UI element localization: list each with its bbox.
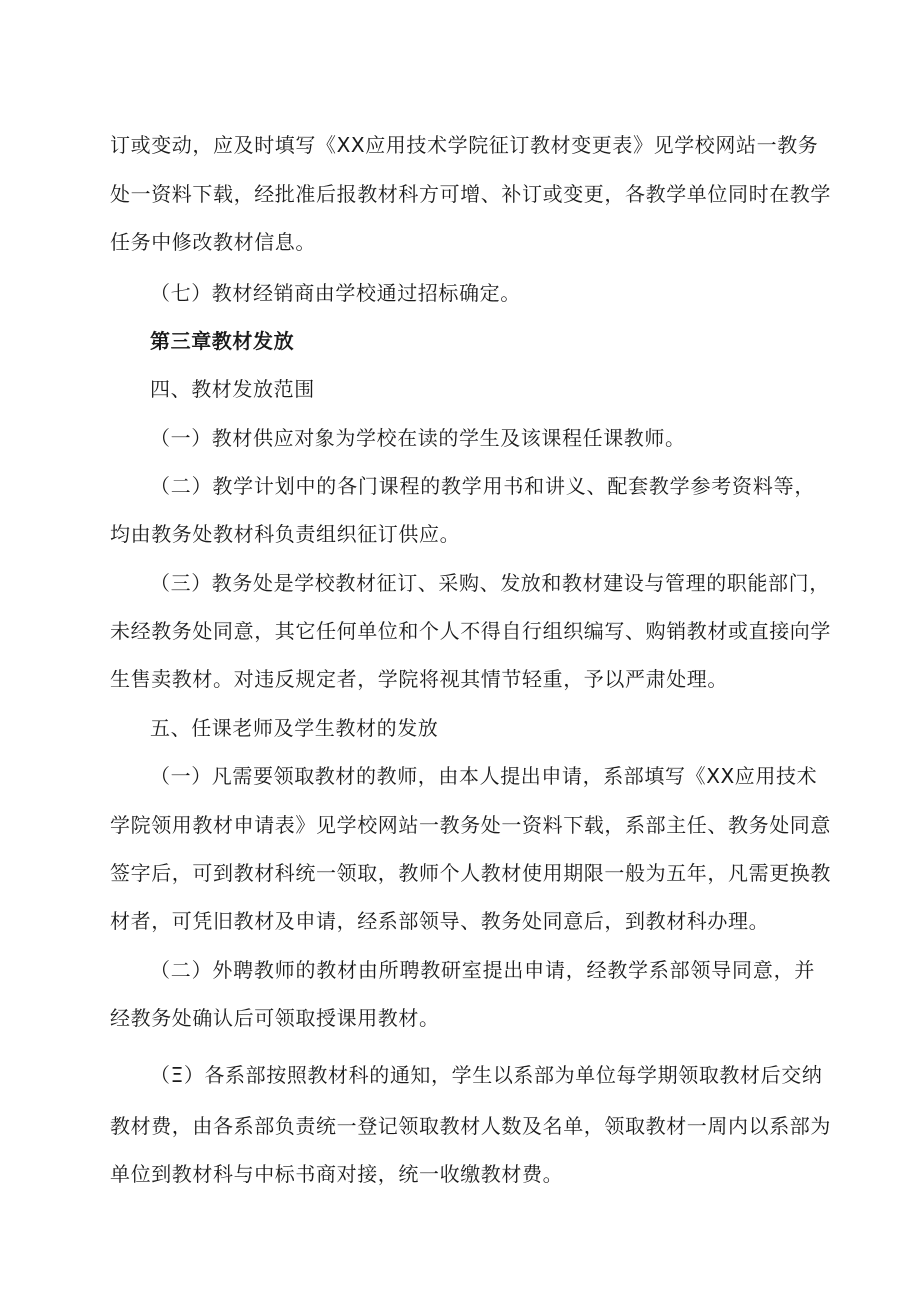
paragraph-line: 未经教务处同意，其它任何单位和个人不得自行组织编写、购销教材或直接向学 <box>110 619 831 643</box>
paragraph-line: 学院领用教材申请表》见学校网站一教务处一资料下载，系部主任、教务处同意 <box>110 813 831 837</box>
paragraph-line: 经教务处确认后可领取授课用教材。 <box>110 1006 440 1030</box>
paragraph-line: （Ξ）各系部按照教材科的通知，学生以系部为单位每学期领取教材后交纳 <box>150 1063 823 1087</box>
paragraph-line: 材者，可凭旧教材及申请，经系部领导、教务处同意后，到教材科办理。 <box>110 909 770 933</box>
paragraph-line: （七）教材经销商由学校通过招标确定。 <box>150 281 521 305</box>
paragraph-line: 单位到教材科与中标书商对接，统一收缴教材费。 <box>110 1162 564 1186</box>
paragraph-line: （二）外聘教师的教材由所聘教研室提出申请，经教学系部领导同意，并 <box>150 958 815 982</box>
paragraph-line: （一）教材供应对象为学校在读的学生及该课程任课教师。 <box>150 426 686 450</box>
section-heading: 五、任课老师及学生教材的发放 <box>150 716 439 740</box>
paragraph-line: 教材费，由各系部负责统一登记领取教材人数及名单，领取教材一周内以系部为 <box>110 1114 831 1138</box>
paragraph-line: 订或变动，应及时填写《XX应用技术学院征订教材变更表》见学校网站一教务 <box>110 133 819 157</box>
paragraph-line: （二）教学计划中的各门课程的教学用书和讲义、配套教学参考资料等， <box>150 474 815 498</box>
paragraph-line: （一）凡需要领取教材的教师，由本人提出申请，系部填写《XX应用技术 <box>150 764 818 788</box>
paragraph-line: （三）教务处是学校教材征订、采购、发放和教材建设与管理的职能部门， <box>150 571 830 595</box>
paragraph-line: 签字后，可到教材科统一领取，教师个人教材使用期限一般为五年，凡需更换教 <box>110 861 831 885</box>
section-heading: 四、教材发放范围 <box>150 377 315 401</box>
paragraph-line: 任务中修改教材信息。 <box>110 230 316 254</box>
paragraph-line: 处一资料下载，经批准后报教材科方可增、补订或变更，各教学单位同时在教学 <box>110 182 831 206</box>
paragraph-line: 生售卖教材。对违反规定者，学院将视其情节轻重，予以严肃处理。 <box>110 667 728 691</box>
chapter-heading: 第三章教材发放 <box>150 329 295 353</box>
paragraph-line: 均由教务处教材科负责组织征订供应。 <box>110 522 461 546</box>
